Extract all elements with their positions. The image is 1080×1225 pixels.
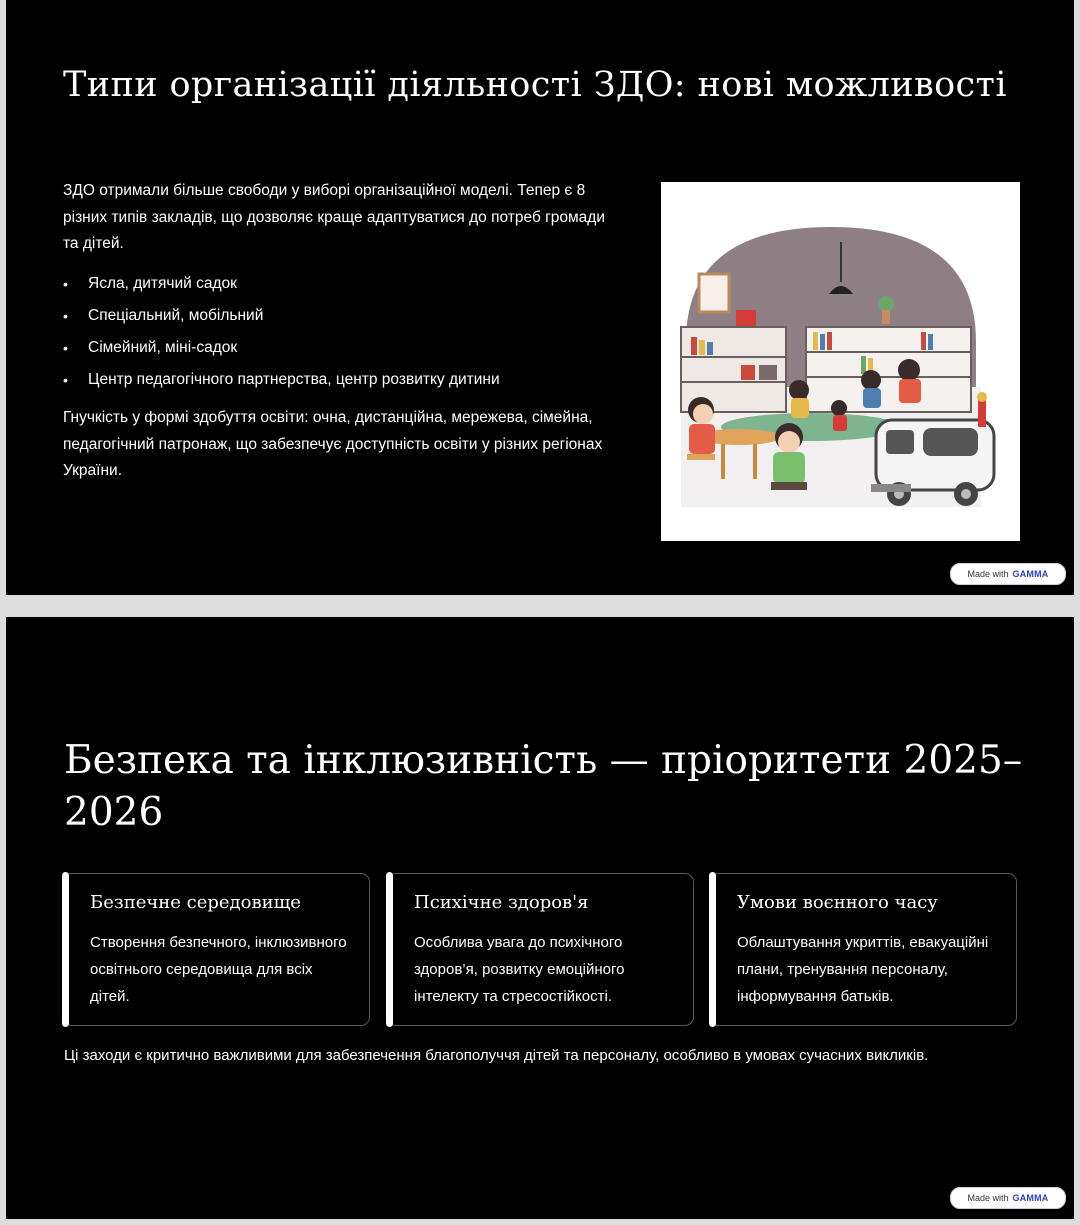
kindergarten-illustration — [661, 182, 1020, 541]
slide-1 — [6, 0, 1074, 595]
list-item: • Ясла, дитячий садок — [63, 271, 500, 303]
card-title: Безпечне середовище — [90, 892, 301, 913]
card-wartime-conditions — [710, 873, 1017, 1026]
bullet-icon: • — [63, 308, 68, 324]
card-accent-bar — [386, 872, 393, 1027]
bullet-icon: • — [63, 340, 68, 356]
bullet-icon: • — [63, 372, 68, 388]
list-item: • Спеціальний, мобільний — [63, 303, 500, 335]
slide-1-intro: ЗДО отримали більше свободи у виборі організаційної моделі. Тепер є 8 різних типів закладів, що дозволяє краще адаптуватися до потреб громади та дітей. — [63, 182, 606, 252]
card-mental-health — [387, 873, 694, 1026]
card-accent-bar — [709, 872, 716, 1027]
slide-2 — [6, 617, 1074, 1219]
list-item: • Сімейний, міні-садок — [63, 335, 500, 367]
card-title: Психічне здоров'я — [414, 892, 589, 913]
gamma-logo: GAMMA — [1012, 569, 1049, 579]
card-title: Умови воєнного часу — [737, 892, 938, 913]
gamma-logo: GAMMA — [1012, 1193, 1049, 1203]
card-safe-environment — [63, 873, 370, 1026]
card-text: Облаштування укриттів, евакуаційні плани, тренування персоналу, інформування батьків. — [737, 934, 989, 1005]
slide-1-bullet-list — [63, 271, 500, 399]
card-accent-bar — [62, 872, 69, 1027]
kindergarten-scene-image — [661, 182, 1020, 541]
made-with-gamma-badge[interactable] — [950, 563, 1066, 585]
made-with-label: Made with — [967, 1193, 1009, 1203]
list-item: • Центр педагогічного партнерства, центр розвитку дитини — [63, 367, 500, 399]
card-text: Створення безпечного, інклюзивного освітнього середовища для всіх дітей. — [90, 934, 347, 1005]
slide-1-outro: Гнучкість у формі здобуття освіти: очна, дистанційна, мережева, сімейна, педагогічний патронаж, що забезпечує доступність освіти у різних регіонах України. — [63, 409, 603, 479]
card-text: Особлива увага до психічного здоров’я, розвитку емоційного інтелекту та стресостійкості. — [414, 934, 625, 1005]
slide-1-title: Типи організації діяльності ЗДО: нові можливості — [63, 65, 1007, 106]
bullet-icon: • — [63, 276, 68, 292]
slide-2-title: Безпека та інклюзивність — пріоритети 2025–2026 — [64, 738, 1023, 835]
slide-2-footer-text: Ці заходи є критично важливими для забезпечення благополуччя дітей та персоналу, особливо в умовах сучасних викликів. — [64, 1047, 929, 1064]
made-with-gamma-badge[interactable] — [950, 1187, 1066, 1209]
made-with-label: Made with — [967, 569, 1009, 579]
